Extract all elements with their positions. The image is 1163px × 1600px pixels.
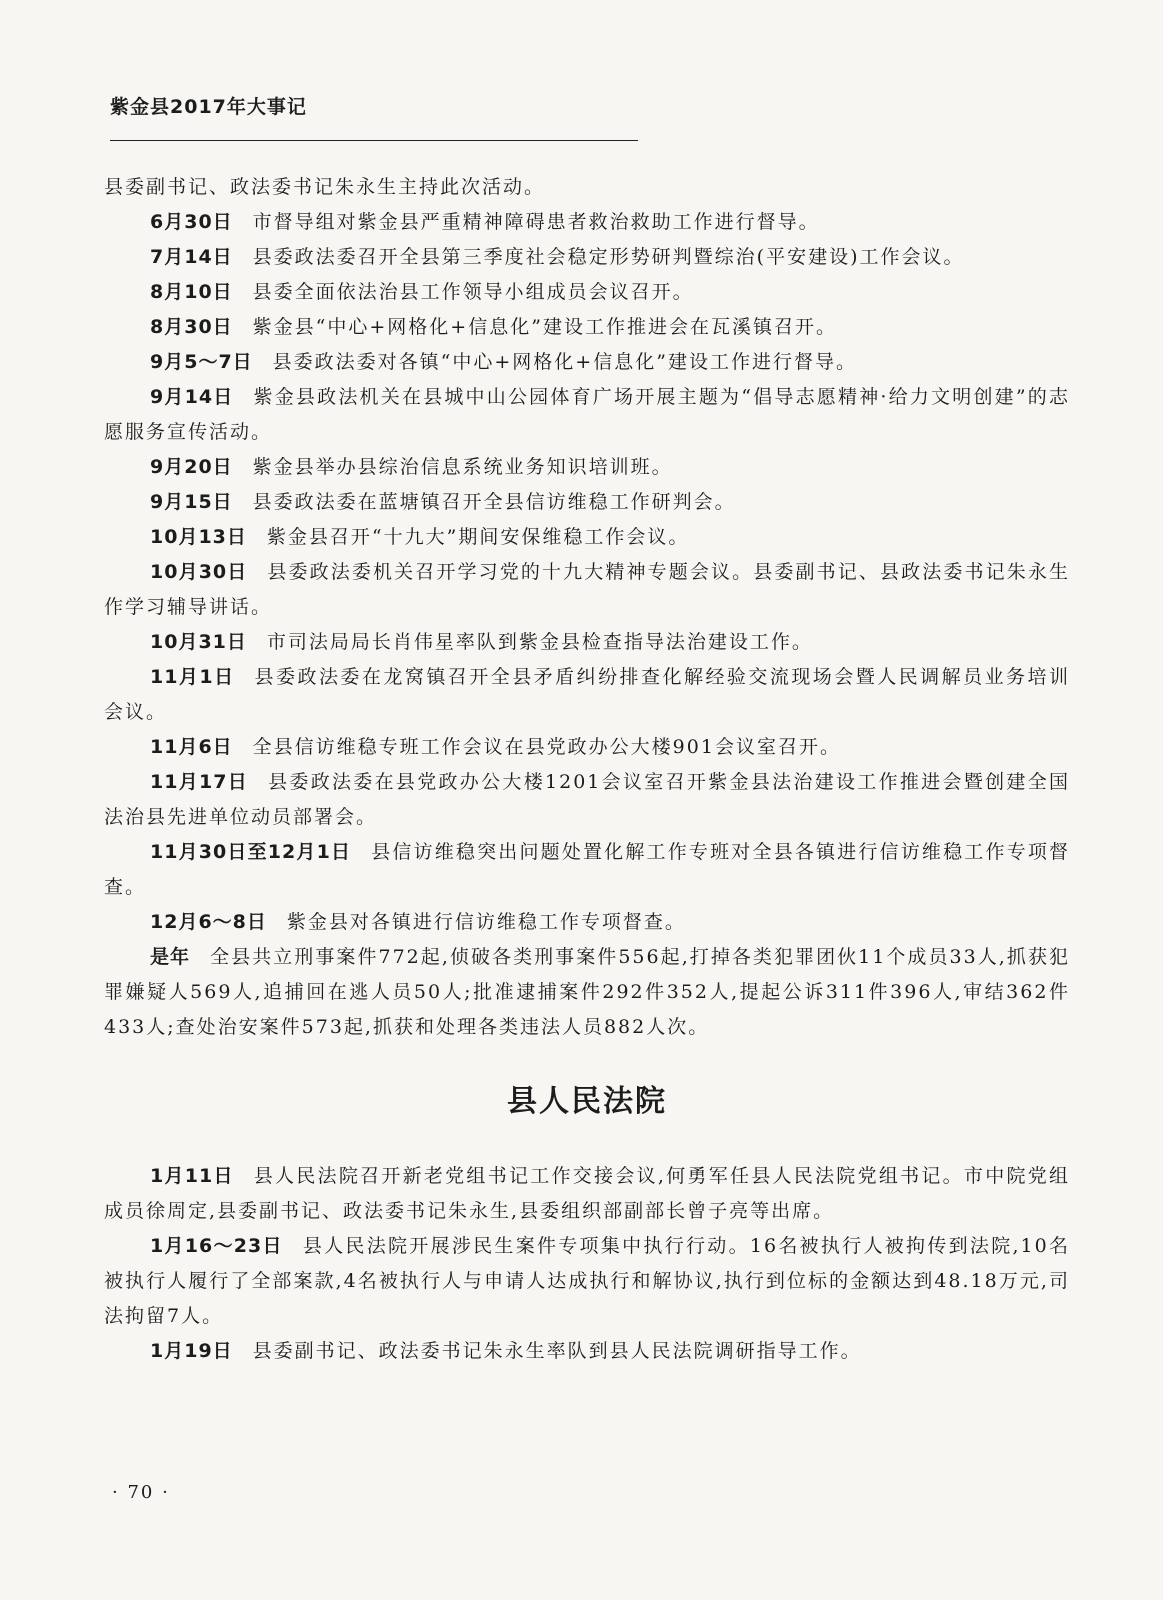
chronicle-entry <box>104 1229 1070 1334</box>
chronicle-entry <box>104 380 1070 450</box>
entry-text: 县委政法委在龙窝镇召开全县矛盾纠纷排查化解经验交流现场会暨人民调解员业务培训会议。 <box>104 666 1070 723</box>
entry-date: 9月5～7日 <box>150 351 253 373</box>
chronicle-entry <box>104 450 1070 485</box>
entry-date: 7月14日 <box>150 246 233 268</box>
entry-date: 10月13日 <box>150 526 247 548</box>
chronicle-entry <box>104 905 1070 940</box>
entry-date: 12月6～8日 <box>150 911 267 933</box>
entry-date: 9月14日 <box>150 386 234 408</box>
chronicle-entry <box>104 765 1070 835</box>
chronicle-entry <box>104 1334 1070 1369</box>
entry-text: 县委政法委机关召开学习党的十九大精神专题会议。县委副书记、县政法委书记朱永生作学习辅导讲话。 <box>104 561 1070 618</box>
chronicle-entry <box>104 730 1070 765</box>
entry-text: 县委副书记、政法委书记朱永生率队到县人民法院调研指导工作。 <box>252 1340 862 1362</box>
entry-date: 11月1日 <box>150 666 235 688</box>
entry-date: 8月30日 <box>150 316 233 338</box>
chronicle-list-court <box>104 1159 1070 1369</box>
entry-text: 县人民法院召开新老党组书记工作交接会议,何勇军任县人民法院党组书记。市中院党组成员徐周定,县委副书记、政法委书记朱永生,县委组织部副部长曾子亮等出席。 <box>104 1165 1070 1222</box>
entry-date: 10月30日 <box>150 561 248 583</box>
entry-text: 市司法局局长肖伟星率队到紫金县检查指导法治建设工作。 <box>266 631 813 653</box>
entry-date: 是年 <box>150 946 191 968</box>
header-rule <box>110 140 638 141</box>
entry-text: 县信访维稳突出问题处置化解工作专班对全县各镇进行信访维稳工作专项督查。 <box>104 841 1070 898</box>
chronicle-entry <box>104 625 1070 660</box>
entry-text: 紫金县对各镇进行信访维稳工作专项督查。 <box>286 911 686 933</box>
chronicle-list-politics-law <box>104 170 1070 1045</box>
chronicle-entry <box>104 170 1070 205</box>
entry-date: 1月11日 <box>150 1165 234 1187</box>
entry-date: 6月30日 <box>150 211 233 233</box>
chronicle-entry <box>104 485 1070 520</box>
entry-text: 县委政法委在蓝塘镇召开全县信访维稳工作研判会。 <box>252 491 736 513</box>
entry-text: 县人民法院开展涉民生案件专项集中执行行动。16名被执行人被拘传到法院,10名被执行人履行了全部案款,4名被执行人与申请人达成执行和解协议,执行到位标的金额达到48.18万元,司法拘留7人。 <box>104 1235 1070 1327</box>
chronicle-entry <box>104 275 1070 310</box>
entry-date: 9月15日 <box>150 491 233 513</box>
entry-date: 1月16～23日 <box>150 1235 283 1257</box>
entry-text: 县委全面依法治县工作领导小组成员会议召开。 <box>252 281 694 303</box>
page-number: · 70 · <box>112 1482 170 1503</box>
entry-text: 县委政法委召开全县第三季度社会稳定形势研判暨综治(平安建设)工作会议。 <box>252 246 965 268</box>
entry-date: 11月6日 <box>150 736 233 758</box>
entry-date: 1月19日 <box>150 1340 233 1362</box>
chronicle-entry <box>104 520 1070 555</box>
chronicle-entry <box>104 240 1070 275</box>
entry-text: 紫金县举办县综治信息系统业务知识培训班。 <box>252 456 673 478</box>
entry-date: 11月30日至12月1日 <box>150 841 352 863</box>
chronicle-entry <box>104 1159 1070 1229</box>
chronicle-entry <box>104 835 1070 905</box>
entry-text: 紫金县政法机关在县城中山公园体育广场开展主题为“倡导志愿精神·给力文明创建”的志愿服务宣传活动。 <box>104 386 1071 443</box>
document-body <box>104 170 1070 1369</box>
chronicle-entry <box>104 660 1070 730</box>
entry-date: 8月10日 <box>150 281 233 303</box>
entry-text: 市督导组对紫金县严重精神障碍患者救治救助工作进行督导。 <box>252 211 820 233</box>
entry-text: 紫金县召开“十九大”期间安保维稳工作会议。 <box>266 526 690 548</box>
chronicle-entry <box>104 205 1070 240</box>
running-header: 紫金县2017年大事记 <box>110 96 307 118</box>
entry-text: 县委副书记、政法委书记朱永生主持此次活动。 <box>104 176 546 198</box>
chronicle-entry <box>104 555 1070 625</box>
entry-text: 县委政法委对各镇“中心+网格化+信息化”建设工作进行督导。 <box>272 351 857 373</box>
chronicle-entry <box>104 940 1070 1045</box>
chronicle-entry <box>104 310 1070 345</box>
section-title: 县人民法院 <box>507 1084 667 1119</box>
entry-date: 11月17日 <box>150 771 249 793</box>
chronicle-entry <box>104 345 1070 380</box>
entry-text: 县委政法委在县党政办公大楼1201会议室召开紫金县法治建设工作推进会暨创建全国法治县先进单位动员部署会。 <box>104 771 1070 828</box>
entry-text: 紫金县“中心+网格化+信息化”建设工作推进会在瓦溪镇召开。 <box>252 316 837 338</box>
entry-text: 全县共立刑事案件772起,侦破各类刑事案件556起,打掉各类犯罪团伙11个成员33人,抓获犯罪嫌疑人569人,追捕回在逃人员50人;批准逮捕案件292件352人,提起公诉311件396人,审结362件433人;查处治安案件573起,抓获和处理各类违法人员882人次。 <box>104 946 1070 1038</box>
entry-text: 全县信访维稳专班工作会议在县党政办公大楼901会议室召开。 <box>252 736 841 758</box>
entry-date: 9月20日 <box>150 456 233 478</box>
entry-date: 10月31日 <box>150 631 247 653</box>
